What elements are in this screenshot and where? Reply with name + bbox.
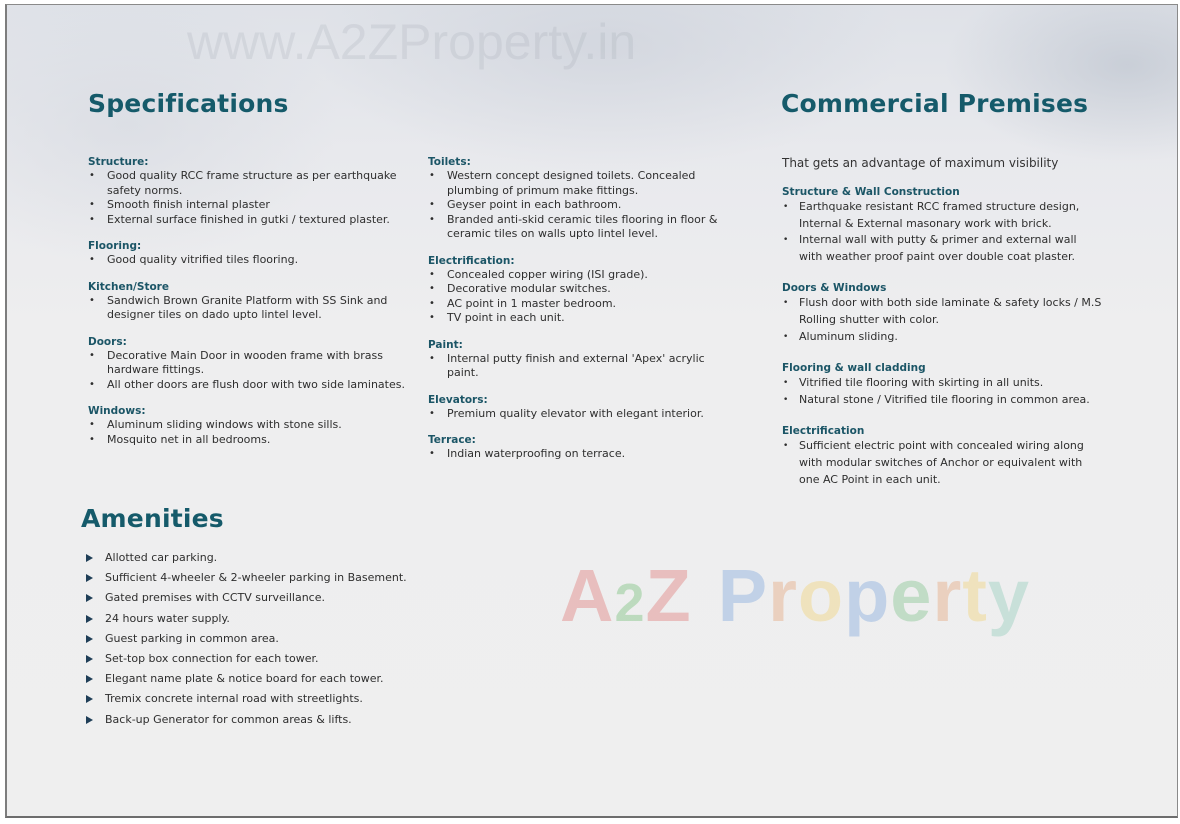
specifications-title: Specifications — [88, 89, 289, 118]
list-item: • External surface finished in gutki / textured plaster. — [89, 212, 390, 226]
list-item: • TV point in each unit. — [429, 311, 565, 324]
section-title: Structure & Wall Construction — [782, 186, 960, 198]
bullet-icon: • — [429, 283, 435, 294]
list-item: • Aluminum sliding. — [782, 329, 1102, 346]
section-title: Toilets: — [428, 156, 471, 168]
spec-section-windows — [88, 404, 408, 447]
spec-section-flooring — [88, 239, 408, 268]
bullet-icon: • — [783, 202, 789, 212]
spec-section-kitchen — [88, 280, 408, 323]
logo-letter: e — [890, 554, 933, 637]
list-item: • Natural stone / Vitrified tile flooring in common area. — [782, 392, 1102, 409]
list-item: • Decorative modular switches. — [429, 282, 611, 295]
spec-section-structure — [88, 155, 408, 227]
spec-section-terrace — [428, 433, 728, 462]
spec-section-elevators — [428, 393, 728, 422]
amenities-title: Amenities — [81, 504, 224, 533]
list-item: • Concealed copper wiring (ISI grade). — [429, 267, 648, 281]
list-item: • Western concept designed toilets. Concealed plumbing of primum make fittings. — [429, 169, 696, 197]
bullet-icon: • — [783, 441, 789, 452]
list-item: • All other doors are flush door with two side laminates. — [89, 377, 405, 391]
commercial-section-electrification — [782, 424, 1102, 488]
bullet-icon: • — [429, 199, 435, 210]
list-item: • Internal wall with putty & primer and external wall with weather proof paint over double coat plaster. — [783, 233, 1077, 263]
list-item: • Vitrified tile flooring with skirting in all units. — [782, 375, 1102, 392]
list-item: • Good quality RCC frame structure as per earthquake safety norms. — [89, 169, 397, 197]
bullet-icon: • — [783, 394, 789, 405]
brochure-page — [5, 4, 1178, 818]
spec-section-paint — [428, 338, 728, 381]
bullet-icon: • — [783, 298, 789, 309]
section-title: Flooring: — [88, 240, 142, 252]
amenity-item: Allotted car parking. — [83, 548, 443, 568]
bullet-icon: • — [429, 268, 435, 280]
logo-letter: y — [987, 554, 1031, 637]
logo-letter: A — [560, 554, 615, 637]
arrow-bullet-icon — [86, 655, 93, 663]
section-title: Doors: — [88, 335, 127, 348]
bullet-icon: • — [429, 213, 435, 225]
logo-letter: r — [768, 554, 798, 637]
logo-letter: p — [844, 554, 891, 637]
amenity-item: Back-up Generator for common areas & lifts. — [83, 710, 443, 730]
list-item: • Sandwich Brown Granite Platform with SS Sink and designer tiles on dado upto lintel level. — [89, 293, 388, 321]
bullet-icon: • — [89, 213, 95, 225]
list-item: • Sufficient electric point with concealed wiring along with modular switches of Anchor or equivalent with one AC Point in each unit. — [783, 439, 1084, 486]
amenity-item: Guest parking in common area. — [83, 629, 443, 649]
section-title: Doors & Windows — [782, 282, 887, 295]
list-item: • AC point in 1 master bedroom. — [429, 296, 617, 310]
bullet-icon: • — [89, 170, 95, 181]
logo-letter: o — [797, 554, 845, 637]
section-title: Kitchen/Store — [88, 280, 169, 293]
list-item: • Aluminum sliding windows with stone sills. — [89, 418, 342, 431]
section-title: Windows: — [88, 405, 146, 417]
section-title: Electrification — [782, 425, 865, 438]
arrow-bullet-icon — [86, 615, 93, 623]
logo-letter: r — [932, 554, 963, 637]
logo-letter: Z — [645, 554, 692, 637]
amenity-item: 24 hours water supply. — [83, 609, 443, 629]
list-item: • Earthquake resistant RCC framed structure design, Internal & External masonary work with brick. — [783, 200, 1080, 230]
list-item: • Branded anti-skid ceramic tiles flooring in floor & ceramic tiles on walls upto lintel level. — [429, 212, 718, 240]
commercial-tagline: That gets an advantage of maximum visibility — [782, 156, 1059, 170]
amenity-item: Gated premises with CCTV surveillance. — [83, 588, 443, 608]
commercial-premises-title: Commercial Premises — [781, 89, 1089, 118]
list-item: • Flush door with both side laminate & safety locks / M.S Rolling shutter with color. — [783, 296, 1102, 326]
amenity-item: Tremix concrete internal road with streetlights. — [83, 689, 443, 709]
bullet-icon: • — [89, 419, 95, 430]
commercial-section-doors-windows — [782, 281, 1102, 345]
arrow-bullet-icon — [86, 716, 93, 724]
list-item: • Internal putty finish and external 'Apex' acrylic paint. — [429, 351, 705, 379]
section-title: Flooring & wall cladding — [782, 362, 926, 375]
logo-letter: t — [962, 554, 988, 637]
arrow-bullet-icon — [86, 675, 93, 683]
bullet-icon: • — [783, 378, 789, 389]
list-item: • Decorative Main Door in wooden frame with brass hardware fittings. — [89, 348, 383, 376]
section-title: Elevators: — [428, 393, 488, 406]
commercial-section-flooring — [782, 361, 1102, 408]
section-title: Terrace: — [428, 434, 476, 446]
bullet-icon: • — [429, 407, 435, 419]
watermark-logo — [560, 553, 1030, 638]
bullet-icon: • — [783, 331, 789, 342]
arrow-bullet-icon — [86, 695, 93, 703]
commercial-section-structure — [782, 185, 1102, 265]
arrow-bullet-icon — [86, 594, 93, 602]
bullet-icon: • — [89, 294, 95, 306]
commercial-premises-column — [782, 155, 1102, 504]
amenities-list — [83, 548, 443, 730]
section-title: Structure: — [88, 156, 149, 168]
arrow-bullet-icon — [86, 635, 93, 643]
spec-section-toilets — [428, 155, 728, 242]
spec-section-electrification — [428, 254, 728, 326]
list-item: • Smooth finish internal plaster — [89, 198, 270, 211]
list-item: • Premium quality elevator with elegant interior. — [429, 406, 704, 420]
bullet-icon: • — [89, 378, 95, 390]
arrow-bullet-icon — [86, 554, 93, 562]
logo-letter: 2 — [614, 573, 646, 633]
watermark-url: www.A2ZProperty.in — [187, 14, 637, 70]
bullet-icon: • — [783, 235, 789, 246]
section-title: Electrification: — [428, 254, 515, 267]
spec-section-doors — [88, 335, 408, 393]
amenity-item: Set-top box connection for each tower. — [83, 649, 443, 669]
bullet-icon: • — [429, 297, 435, 309]
amenity-item: Sufficient 4-wheeler & 2-wheeler parking in Basement. — [83, 568, 443, 588]
bullet-icon: • — [89, 433, 95, 445]
logo-letter: P — [717, 554, 769, 637]
specifications-left-column — [88, 155, 408, 459]
specifications-middle-column — [428, 155, 728, 474]
list-item: • Indian waterproofing on terrace. — [429, 447, 626, 460]
amenity-item: Elegant name plate & notice board for each tower. — [83, 669, 443, 689]
bullet-icon: • — [89, 254, 95, 265]
bullet-icon: • — [429, 312, 435, 323]
list-item: • Good quality vitrified tiles flooring. — [89, 253, 299, 266]
bullet-icon: • — [89, 199, 95, 210]
bullet-icon: • — [429, 352, 435, 364]
list-item: • Mosquito net in all bedrooms. — [89, 432, 271, 446]
bullet-icon: • — [89, 349, 95, 361]
bullet-icon: • — [429, 170, 435, 181]
bullet-icon: • — [429, 448, 435, 459]
arrow-bullet-icon — [86, 574, 93, 582]
section-title: Paint: — [428, 338, 463, 351]
list-item: • Geyser point in each bathroom. — [429, 198, 622, 211]
